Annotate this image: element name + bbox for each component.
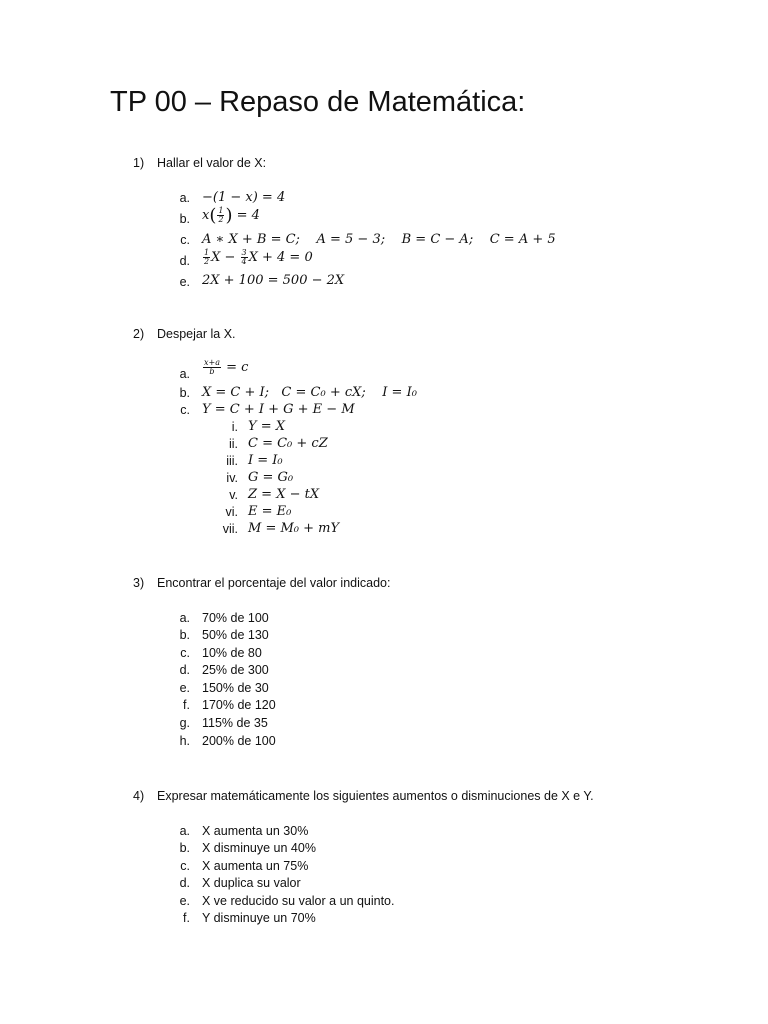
q3-item-f-text: 170% de 120 (202, 698, 276, 712)
q2-subitem-iii-label: iii. (226, 454, 238, 468)
q4-item-d-text: X duplica su valor (202, 876, 301, 890)
q3-number: 3) (133, 576, 145, 590)
q2-item-a-post: = c (221, 360, 249, 375)
q3-item-a-label: a. (179, 611, 190, 625)
q1-item-e-expr: 2X + 100 = 500 − 2X (202, 273, 345, 288)
q2-subitem-v-expr: Z = X − tX (248, 487, 320, 502)
q4-item-a-label: a. (179, 824, 190, 838)
q1-number: 1) (133, 156, 145, 170)
q2-subitem-ii-label: ii. (228, 437, 238, 451)
q2-subitem-iii-expr: I = I₀ (248, 453, 283, 468)
fraction-denominator: 2 (204, 257, 210, 266)
q4-item-e-text: X ve reducido su valor a un quinto. (202, 894, 395, 908)
q2-item-a-expr (202, 359, 248, 376)
q1-item-d-label: d. (179, 254, 190, 268)
fraction-numerator: 3 (241, 248, 247, 257)
q1-item-d-fraction-1 (203, 249, 210, 266)
fraction-numerator: 1 (204, 248, 210, 257)
fraction-denominator: b (209, 367, 215, 376)
q2-subitem-vi-label: vi. (225, 505, 238, 519)
q2-number: 2) (133, 327, 145, 341)
q3-item-e-label: e. (179, 681, 190, 695)
q3-item-c-text: 10% de 80 (202, 646, 262, 660)
q4-number: 4) (133, 789, 145, 803)
q1-item-a-expr: −(1 − x) = 4 (202, 190, 286, 205)
q1-item-c-expr: A ∗ X + B = C; A = 5 − 3; B = C − A; C = A + 5 (202, 232, 556, 247)
q1-item-e-label: e. (179, 275, 190, 289)
q4-item-e-label: e. (179, 894, 190, 908)
q2-subitem-ii-expr: C = C₀ + cZ (248, 436, 328, 451)
q2-subitem-vi-expr: E = E₀ (248, 504, 292, 519)
fraction-numerator: 1 (218, 206, 224, 215)
q1-item-d-expr (202, 249, 313, 266)
q3-item-d-text: 25% de 300 (202, 663, 269, 677)
q3-item-c-label: c. (180, 646, 190, 660)
q4-item-f-label: f. (183, 911, 190, 925)
q2-subitem-iv-label: iv. (226, 471, 238, 485)
q3-item-g-text: 115% de 35 (202, 716, 268, 730)
q1-item-d-mid: X − (211, 250, 240, 265)
q3-item-b-label: b. (179, 628, 190, 642)
q2-item-a-label: a. (179, 367, 190, 381)
q4-item-b-label: b. (179, 841, 190, 855)
q1-item-c-label: c. (180, 233, 190, 247)
page-title: TP 00 – Repaso de Matemática: (110, 86, 526, 118)
q4-item-c-label: c. (180, 859, 190, 873)
q4-item-c-text: X aumenta un 75% (202, 859, 309, 873)
right-paren: ) (225, 205, 233, 226)
q3-item-a-text: 70% de 100 (202, 611, 269, 625)
q3-item-e-text: 150% de 30 (202, 681, 269, 695)
q1-text: Hallar el valor de X: (157, 156, 267, 170)
q2-item-c-expr: Y = C + I + G + E − M (202, 402, 355, 417)
q4-item-a-text: X aumenta un 30% (202, 824, 309, 838)
q4-item-f-text: Y disminuye un 70% (202, 911, 316, 925)
q2-subitem-vii-label: vii. (222, 522, 238, 536)
q1-item-d-post: X + 4 = 0 (248, 250, 313, 265)
q2-subitem-i-label: i. (231, 420, 238, 434)
q3-item-h-label: h. (179, 734, 190, 748)
q4-item-d-label: d. (179, 876, 190, 890)
q1-item-b-label: b. (179, 212, 190, 226)
q3-item-d-label: d. (179, 663, 190, 677)
q3-text: Encontrar el porcentaje del valor indicado: (157, 576, 391, 590)
q2-item-b-label: b. (179, 386, 190, 400)
fraction-denominator: 4 (241, 257, 247, 266)
q1-item-b-fraction (217, 207, 224, 224)
q2-subitem-i-expr: Y = X (248, 419, 285, 434)
q1-item-b-pre: x (202, 208, 210, 223)
q2-subitem-v-label: v. (229, 488, 238, 502)
q1-item-a-label: a. (179, 191, 190, 205)
q3-item-h-text: 200% de 100 (202, 734, 276, 748)
left-paren: ( (209, 205, 217, 226)
q2-item-c-label: c. (180, 403, 190, 417)
fraction-denominator: 2 (218, 215, 224, 224)
q1-item-b-post: = 4 (232, 208, 260, 223)
q3-item-f-label: f. (183, 698, 190, 712)
q3-item-g-label: g. (179, 716, 190, 730)
q4-text: Expresar matemáticamente los siguientes aumentos o disminuciones de X e Y. (157, 789, 594, 803)
q2-subitem-vii-expr: M = M₀ + mY (248, 521, 340, 536)
q2-item-a-fraction (203, 359, 221, 376)
q2-subitem-iv-expr: G = G₀ (248, 470, 294, 485)
q2-item-b-expr: X = C + I; C = C₀ + cX; I = I₀ (202, 385, 417, 400)
q2-text: Despejar la X. (157, 327, 236, 341)
q3-item-b-text: 50% de 130 (202, 628, 269, 642)
fraction-numerator: x+a (204, 358, 220, 367)
q1-item-b-expr (202, 205, 260, 226)
q1-item-d-fraction-2 (241, 249, 248, 266)
q4-item-b-text: X disminuye un 40% (202, 841, 316, 855)
